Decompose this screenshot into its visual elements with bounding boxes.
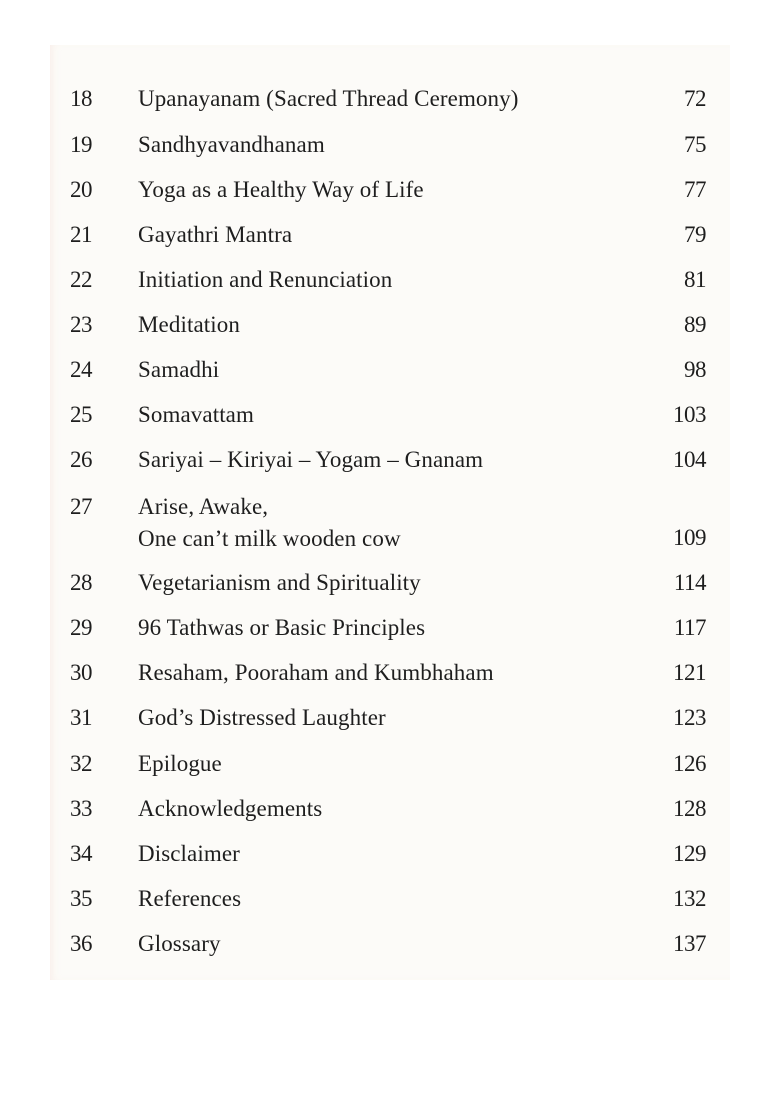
chapter-number: 23	[70, 312, 92, 337]
chapter-title-line-1: Arise, Awake,	[138, 494, 269, 519]
toc-entry	[50, 794, 730, 834]
toc-entry	[50, 265, 730, 305]
chapter-number: 21	[70, 222, 92, 247]
chapter-number: 20	[70, 177, 92, 202]
page-number: 123	[673, 705, 706, 730]
page-number: 79	[684, 222, 706, 247]
chapter-title: Glossary	[138, 931, 221, 956]
toc-entry	[50, 175, 730, 215]
page-number: 98	[684, 357, 706, 382]
toc-entry	[50, 310, 730, 350]
chapter-title: Resaham, Pooraham and Kumbhaham	[138, 660, 494, 685]
chapter-title: Epilogue	[138, 751, 222, 776]
chapter-number: 19	[70, 132, 92, 157]
page-number: 126	[673, 751, 706, 776]
toc-entry	[50, 613, 730, 653]
chapter-title: Sariyai – Kiriyai – Yogam – Gnanam	[138, 447, 484, 472]
toc-entry	[50, 445, 730, 485]
chapter-number: 31	[70, 705, 92, 730]
chapter-number: 30	[70, 660, 92, 685]
page-number: 103	[673, 402, 706, 427]
page-number: 121	[673, 660, 706, 685]
toc-entry	[50, 492, 730, 572]
page-number: 117	[673, 615, 706, 640]
chapter-title: Meditation	[138, 312, 240, 337]
chapter-title: Initiation and Renunciation	[138, 267, 393, 292]
chapter-title: 96 Tathwas or Basic Principles	[138, 615, 426, 640]
toc-entry	[50, 703, 730, 743]
page-number: 89	[684, 312, 706, 337]
chapter-title: Acknowledgements	[138, 796, 323, 821]
toc-entry	[50, 130, 730, 170]
book-page	[50, 45, 730, 980]
chapter-number: 28	[70, 570, 92, 595]
chapter-title: Upanayanam (Sacred Thread Ceremony)	[138, 86, 519, 111]
chapter-number: 26	[70, 447, 92, 472]
toc-entry	[50, 568, 730, 608]
chapter-title	[138, 492, 401, 554]
toc-entry	[50, 400, 730, 440]
page-number: 77	[684, 177, 706, 202]
page-number: 129	[673, 841, 706, 866]
toc-entry	[50, 839, 730, 879]
page-number: 109	[673, 525, 706, 550]
chapter-number: 18	[70, 86, 92, 111]
page-number: 114	[673, 570, 706, 595]
page-number: 137	[673, 931, 706, 956]
page-number: 81	[684, 267, 706, 292]
chapter-title: Yoga as a Healthy Way of Life	[138, 177, 424, 202]
toc-entry	[50, 929, 730, 969]
chapter-title: Disclaimer	[138, 841, 240, 866]
chapter-title: Samadhi	[138, 357, 220, 382]
page-number: 72	[684, 86, 706, 111]
toc-entry	[50, 355, 730, 395]
chapter-number: 27	[70, 494, 92, 519]
chapter-number: 22	[70, 267, 92, 292]
chapter-number: 29	[70, 615, 92, 640]
chapter-title: God’s Distressed Laughter	[138, 705, 386, 730]
chapter-number: 35	[70, 886, 92, 911]
chapter-number: 32	[70, 751, 92, 776]
chapter-number: 25	[70, 402, 92, 427]
toc-entry	[50, 884, 730, 924]
chapter-title: Vegetarianism and Spirituality	[138, 570, 421, 595]
toc-entry	[50, 749, 730, 789]
page-number: 132	[673, 886, 706, 911]
chapter-title-line-2: One can’t milk wooden cow	[138, 526, 401, 551]
toc-entry	[50, 658, 730, 698]
chapter-title: References	[138, 886, 242, 911]
chapter-number: 36	[70, 931, 92, 956]
chapter-number: 24	[70, 357, 92, 382]
chapter-title: Somavattam	[138, 402, 254, 427]
chapter-title: Gayathri Mantra	[138, 222, 293, 247]
chapter-number: 34	[70, 841, 92, 866]
toc-entry	[50, 84, 730, 124]
page-number: 128	[673, 796, 706, 821]
chapter-number: 33	[70, 796, 92, 821]
chapter-title: Sandhyavandhanam	[138, 132, 325, 157]
page-number: 75	[684, 132, 706, 157]
page-number: 104	[673, 447, 706, 472]
toc-entry	[50, 220, 730, 260]
